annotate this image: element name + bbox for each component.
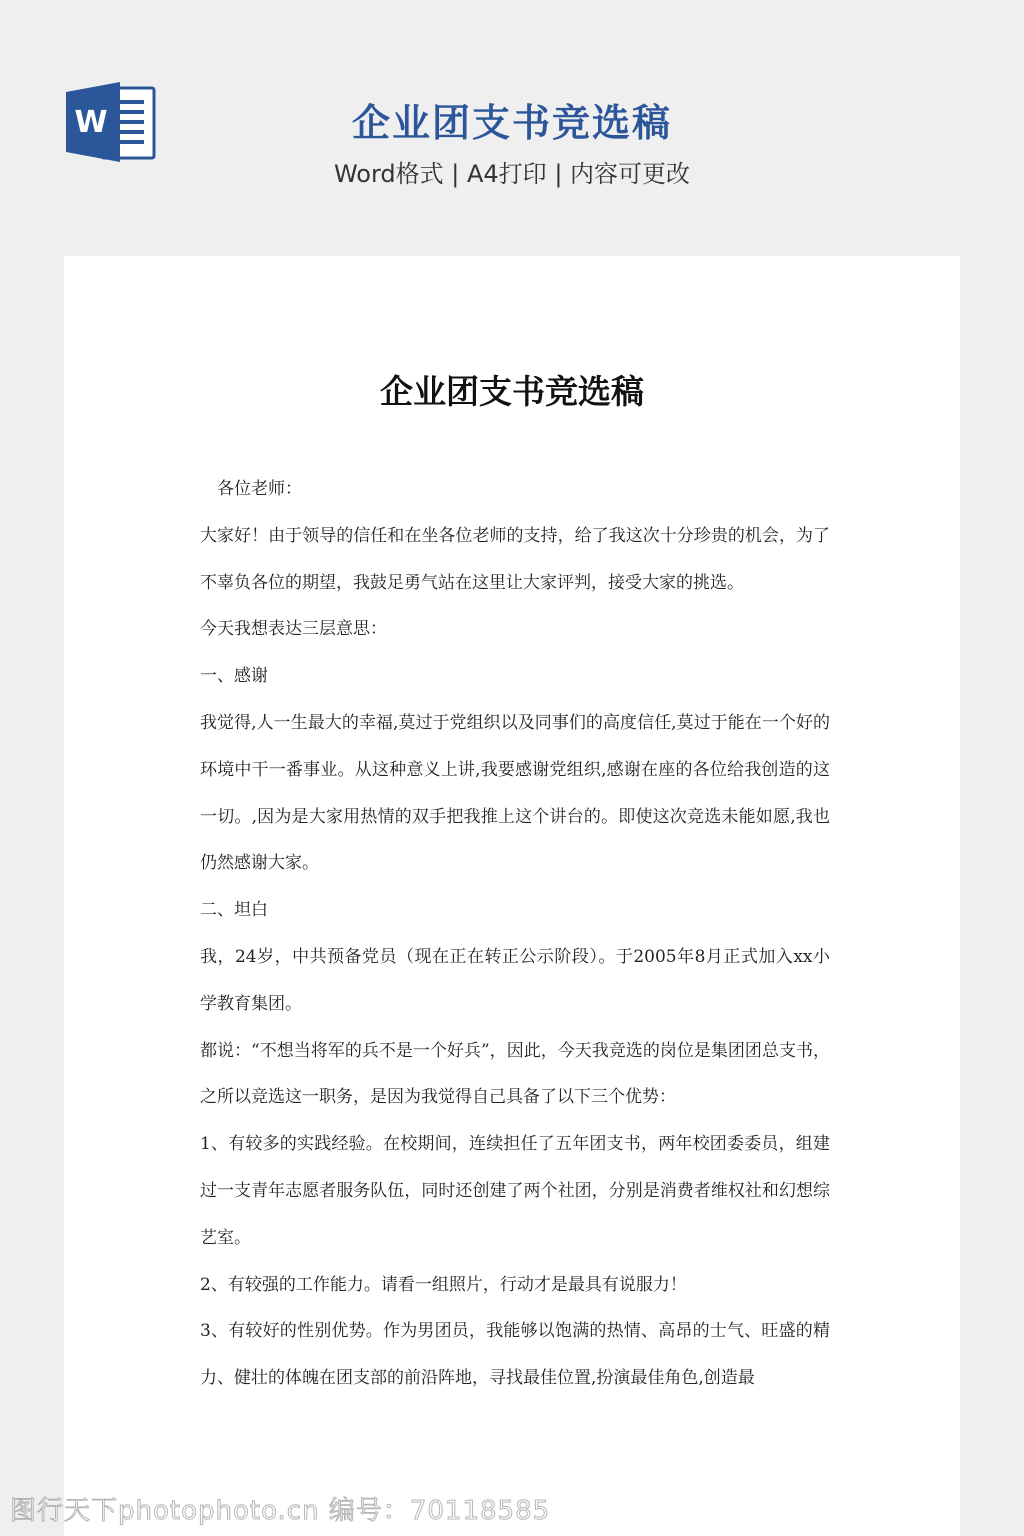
header-banner <box>0 0 1024 256</box>
paragraph: 我，24岁，中共预备党员（现在正在转正公示阶段）。于2005年8月正式加入xx小学教育集团。 <box>200 946 830 1014</box>
paragraph: 各位老师： <box>200 479 302 499</box>
document-page <box>64 256 960 1536</box>
svg-text:W: W <box>74 105 108 140</box>
paragraph: 3、有较好的性别优势。作为男团员，我能够以饱满的热情、高昂的士气、旺盛的精力、健壮的体魄在团支部的前沿阵地，寻找最佳位置,扮演最佳角色,创造最 <box>200 1321 830 1389</box>
paragraph: 今天我想表达三层意思： <box>200 619 387 640</box>
document-title: 企业团支书竞选稿 <box>380 372 644 411</box>
paragraph: 2、有较强的工作能力。请看一组照片，行动才是最具有说服力！ <box>200 1274 687 1295</box>
paragraph: 1、有较多的实践经验。在校期间，连续担任了五年团支书，两年校团委委员，组建过一支青年志愿者服务队伍，同时还创建了两个社团，分别是消费者维权社和幻想综艺室。 <box>200 1134 830 1248</box>
paragraph: 都说：“不想当将军的兵不是一个好兵”，因此，今天我竞选的岗位是集团团总支书，之所以竞选这一职务，是因为我觉得自己具备了以下三个优势： <box>200 1040 830 1108</box>
paragraph: 我觉得,人一生最大的幸福,莫过于党组织以及同事们的高度信任,莫过于能在一个好的环境中干一番事业。从这种意义上讲,我要感谢党组织,感谢在座的各位给我创造的这一切。,因为是大家用热情的双手把我推上这个讲台的。即使这次竞选未能如愿,我也仍然感谢大家。 <box>200 712 830 874</box>
document-body <box>200 466 830 1402</box>
banner-subtitle: Word格式 | A4打印 | 内容可更改 <box>333 160 691 188</box>
watermark: 图行天下photophoto.cn 编号：70118585 <box>10 1496 551 1526</box>
paragraph: 大家好！由于领导的信任和在坐各位老师的支持，给了我这次十分珍贵的机会，为了不辜负各位的期望，我鼓足勇气站在这里让大家评判，接受大家的挑选。 <box>200 525 830 593</box>
banner-title: 企业团支书竞选稿 <box>351 101 672 145</box>
paragraph: 二、坦白 <box>200 900 268 921</box>
paragraph: 一、感谢 <box>200 666 268 687</box>
